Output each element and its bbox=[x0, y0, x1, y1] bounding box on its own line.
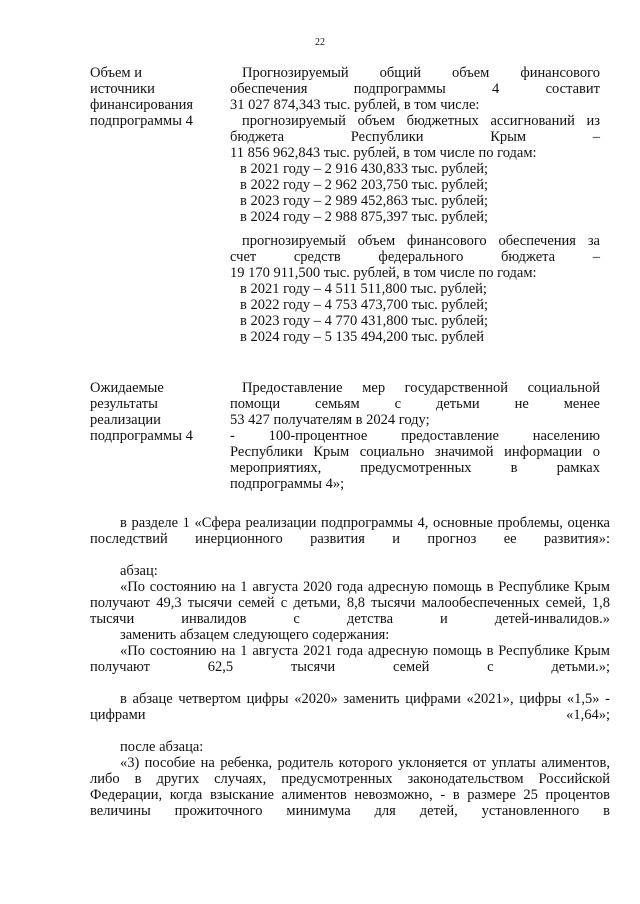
passport-text-line: в 2024 году – 5 135 494,200 тыс. рублей bbox=[240, 329, 484, 345]
passport-text-line: в 2022 году – 2 962 203,750 тыс. рублей; bbox=[240, 177, 489, 193]
passport-text-line: Республики Крым социально значимой информации о bbox=[230, 444, 600, 460]
passport-text-line: помощи семьям с детьми не менее bbox=[230, 396, 600, 412]
passport-text-line: - 100-процентное предоставление населению bbox=[230, 428, 600, 444]
passport-text-line: 11 856 962,843 тыс. рублей, в том числе по годам: bbox=[230, 145, 537, 161]
document-body bbox=[90, 515, 610, 819]
body-paragraph: «По состоянию на 1 августа 2021 года адресную помощь в Республике Крым получают 62,5 тысячи семей с детьми.»; bbox=[90, 643, 610, 675]
passport-text-line: прогнозируемый объем бюджетных ассигнований из bbox=[242, 113, 600, 129]
passport-text-line: мероприятиях, предусмотренных в рамках bbox=[230, 460, 600, 476]
passport-text-line: бюджета Республики Крым – bbox=[230, 129, 600, 145]
passport-text-line: в 2021 году – 2 916 430,833 тыс. рублей; bbox=[240, 161, 489, 177]
passport-text-line: подпрограммы 4»; bbox=[230, 476, 345, 492]
passport-text-line: 31 027 874,343 тыс. рублей, в том числе: bbox=[230, 97, 480, 113]
passport-row-label bbox=[90, 380, 220, 444]
passport-text-line: счет средств федерального бюджета – bbox=[230, 249, 600, 265]
paragraph-spacer bbox=[90, 547, 610, 563]
passport-label-line: финансирования bbox=[90, 97, 194, 113]
body-paragraph: в абзаце четвертом цифры «2020» заменить цифрами «2021», цифры «1,5» - цифрами «1,64»; bbox=[90, 691, 610, 723]
passport-label-line: реализации bbox=[90, 412, 161, 428]
body-lead-in: после абзаца: bbox=[120, 739, 204, 755]
passport-text-line: в 2021 году – 4 511 511,800 тыс. рублей; bbox=[240, 281, 487, 297]
paragraph-spacer bbox=[90, 723, 610, 739]
block-gap bbox=[230, 225, 600, 233]
passport-text-line: обеспечения подпрограммы 4 составит bbox=[230, 81, 600, 97]
passport-text-line: Прогнозируемый общий объем финансового bbox=[242, 65, 600, 81]
passport-row-content bbox=[230, 65, 600, 345]
passport-text-line: в 2024 году – 2 988 875,397 тыс. рублей; bbox=[240, 209, 489, 225]
passport-text-line: 53 427 получателям в 2024 году; bbox=[230, 412, 430, 428]
passport-label-line: результаты bbox=[90, 396, 158, 412]
passport-text-line: в 2022 году – 4 753 473,700 тыс. рублей; bbox=[240, 297, 489, 313]
passport-label-line: Ожидаемые bbox=[90, 380, 164, 396]
passport-label-line: источники bbox=[90, 81, 155, 97]
body-paragraph: «По состоянию на 1 августа 2020 года адресную помощь в Республике Крым получают 49,3 тысячи семей с детьми, 8,8 тысячи малообеспеченных семей, 1,8 тысячи инвалидов с детства и детей-инвалидов.» bbox=[90, 579, 610, 627]
page-number: 22 bbox=[315, 37, 325, 48]
paragraph-spacer bbox=[90, 675, 610, 691]
passport-text-line: в 2023 году – 4 770 431,800 тыс. рублей; bbox=[240, 313, 489, 329]
body-paragraph: в разделе 1 «Сфера реализации подпрограммы 4, основные проблемы, оценка последствий инерционного развития и прогноз ее развития»: bbox=[90, 515, 610, 547]
passport-text-line: Предоставление мер государственной социальной bbox=[242, 380, 600, 396]
passport-label-line: подпрограммы 4 bbox=[90, 428, 193, 444]
body-paragraph: «3) пособие на ребенка, родитель которого уклоняется от уплаты алиментов, либо в других случаях, предусмотренных законодательством Российской Федерации, когда взыскание алиментов невозможно, - в размере 25 процентов величины прожиточного минимума для детей, установленного в bbox=[90, 755, 610, 819]
passport-row-label bbox=[90, 65, 220, 129]
body-lead-in: заменить абзацем следующего содержания: bbox=[120, 627, 390, 643]
passport-text-line: 19 170 911,500 тыс. рублей, в том числе по годам: bbox=[230, 265, 537, 281]
passport-label-line: Объем и bbox=[90, 65, 142, 81]
passport-text-line: прогнозируемый объем финансового обеспечения за bbox=[242, 233, 600, 249]
passport-text-line: в 2023 году – 2 989 452,863 тыс. рублей; bbox=[240, 193, 489, 209]
body-lead-in: абзац: bbox=[120, 563, 158, 579]
passport-row-content bbox=[230, 380, 600, 492]
passport-label-line: подпрограммы 4 bbox=[90, 113, 193, 129]
